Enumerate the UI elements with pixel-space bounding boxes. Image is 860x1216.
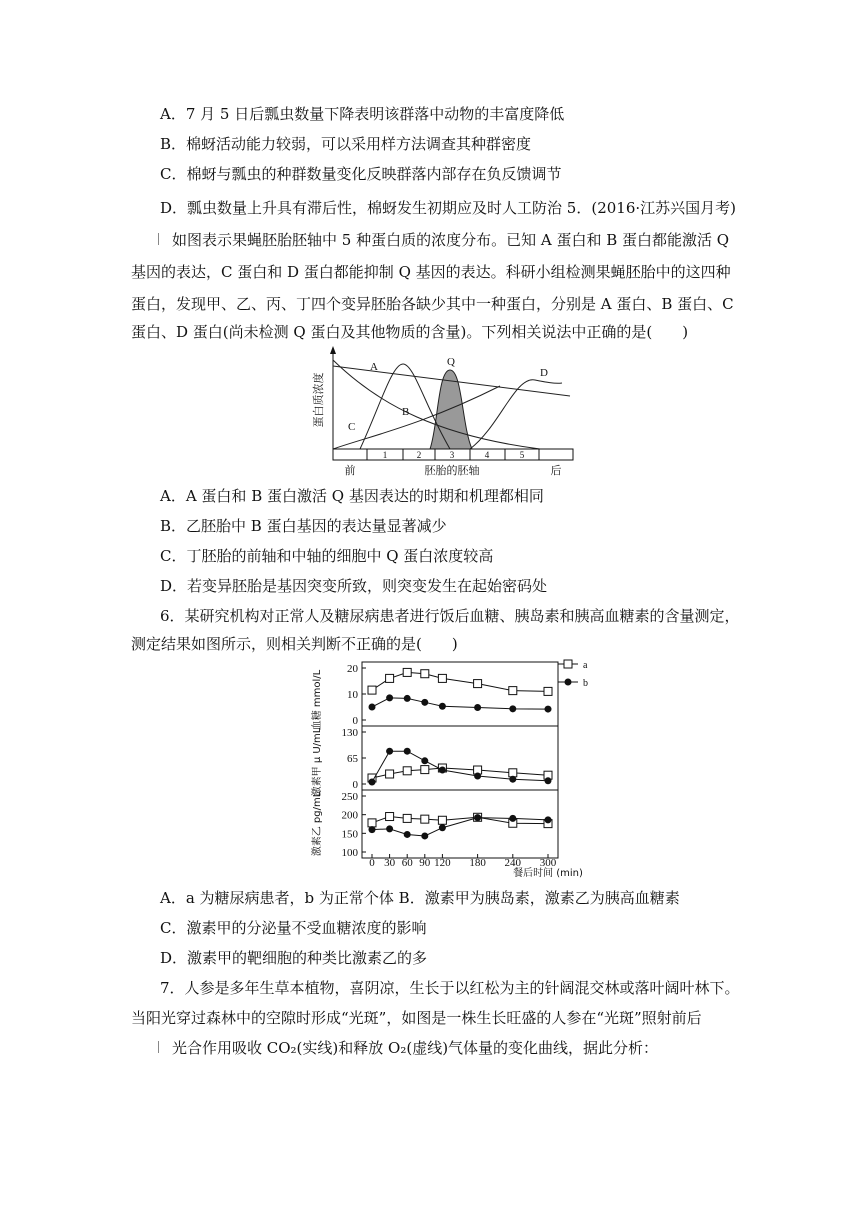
panel-2-point-a (386, 770, 394, 778)
x-tick-4: 4 (484, 450, 490, 460)
margin-mark (158, 1041, 159, 1053)
panel-1-point-b (421, 699, 428, 706)
panel-2-point-b (474, 773, 481, 780)
q6-option-c: C．激素甲的分泌量不受血糖浓度的影响 (160, 919, 427, 937)
label-b: B (402, 406, 410, 418)
y-axis-arrow (330, 346, 336, 354)
x-tick-label: 180 (469, 857, 486, 869)
margin-mark (158, 233, 159, 245)
panel-1-point-a (438, 674, 446, 682)
q6-option-a: A．a 为糖尿病患者，b 为正常个体 B．激素甲为胰岛素，激素乙为胰高血糖素 (160, 889, 680, 907)
x-tick-3: 3 (449, 450, 455, 460)
panel-1-series-b-line (372, 698, 548, 709)
legend-a-marker (564, 660, 572, 668)
panel-3-point-b (509, 815, 516, 822)
panel-3-ytick-label: 200 (341, 809, 358, 822)
x-tick-label: 0 (369, 857, 375, 869)
panel-2-point-a (509, 769, 517, 777)
q6-stem-line-2: 测定结果如图所示，则相关判断不正确的是( ) (131, 635, 458, 653)
label-a: A (370, 361, 378, 373)
q5-stem-line-3: 蛋白，发现甲、乙、丙、丁四个变异胚胎各缺少其中一种蛋白，分别是 A 蛋白、B 蛋白、C (131, 295, 734, 313)
q4-option-b: B．棉蚜活动能力较弱，可以采用样方法调查其种群密度 (160, 135, 532, 153)
panel-1-frame (362, 662, 558, 726)
panel-1-series-a-line (372, 672, 548, 691)
q4-option-a: A．7 月 5 日后瓢虫数量下降表明该群落中动物的丰富度降低 (160, 105, 565, 123)
x-tick-label: 300 (539, 857, 557, 869)
panel-1-point-a (421, 670, 429, 678)
x-tick-2: 2 (416, 450, 422, 460)
panel-2-ytick-label: 65 (347, 753, 358, 765)
panel-1-point-b (509, 705, 516, 712)
panel-3-series-b-line (372, 818, 548, 836)
panel-3-point-b (369, 826, 376, 833)
panel-1-point-b (439, 703, 446, 710)
q7-stem-line-3: 光合作用吸收 CO₂(实线)和释放 O₂(虚线)气体量的变化曲线，据此分析： (172, 1039, 659, 1057)
q7-stem-line-2: 当阳光穿过森林中的空隙时形成“光斑”，如图是一株生长旺盛的人参在“光斑”照射前后 (131, 1009, 702, 1027)
legend (558, 660, 588, 689)
panel-3-point-a (368, 819, 376, 827)
panel-3-point-b (545, 816, 552, 823)
embryo-axis-chart (300, 346, 580, 480)
panel-1-point-b (369, 704, 376, 711)
x-tick-label: 30 (384, 857, 396, 869)
panel-3-frame (362, 790, 558, 858)
panel-3-point-a (403, 814, 411, 822)
x-tick-1: 1 (382, 450, 388, 460)
panel-2-point-b (545, 777, 552, 784)
q5-option-c: C．丁胚胎的前轴和中轴的细胞中 Q 蛋白浓度较高 (160, 547, 494, 565)
panel-3-point-b (386, 825, 393, 832)
label-q: Q (447, 356, 455, 368)
q5-stem-line-2: 基因的表达，C 蛋白和 D 蛋白都能抑制 Q 基因的表达。科研小组检测果蝇胚胎中的这四种 (131, 263, 731, 281)
panel-2-point-b (439, 767, 446, 774)
legend-a-label: a (583, 660, 588, 671)
q5-option-d: D．若变异胚胎是基因突变所致，则突变发生在起始密码处 (160, 577, 548, 595)
panel-3-point-b (474, 814, 481, 821)
x-tick-label: 240 (504, 857, 522, 869)
panel-2-point-b (509, 776, 516, 783)
panel-2-ytick-label: 0 (352, 779, 358, 791)
panel-1-point-a (474, 680, 482, 688)
panel3-ylabel: 激素乙 pg/mL (312, 791, 323, 857)
panel-3-point-a (438, 816, 446, 824)
panel1-ylabel-1: 血糖 mmol/L (312, 669, 323, 731)
x-axis-label: 餐后时间 (min) (513, 868, 583, 879)
panel-2-point-b (369, 779, 376, 786)
panel-2-point-a (421, 766, 429, 774)
panel-1-point-b (474, 704, 481, 711)
panel-3-ytick-label: 100 (341, 847, 358, 859)
q4-option-d: D．瓢虫数量上升具有滞后性，棉蚜发生初期应及时人工防治 5．(2016·江苏兴国月考) (160, 199, 736, 217)
panel-1-point-a (403, 668, 411, 676)
panel-2-ytick-label: 130 (341, 727, 358, 739)
panel2-ylabel: 激素甲 μ U/mL (312, 727, 323, 797)
panel-2-point-b (386, 748, 393, 755)
label-c: C (348, 421, 356, 433)
panel-3-point-b (404, 831, 411, 838)
q5-stem-line-1: 如图表示果蝇胚胎胚轴中 5 种蛋白质的浓度分布。已知 A 蛋白和 B 蛋白都能激活 Q (172, 231, 730, 249)
panel-1-point-b (404, 695, 411, 702)
panel-1-ytick-label: 0 (352, 715, 358, 727)
panel-3-point-a (421, 815, 429, 823)
panel-1-point-b (386, 694, 393, 701)
glucose-hormone-chart (300, 658, 600, 882)
q5-stem-line-4: 蛋白、D 蛋白(尚未检测 Q 蛋白及其他物质的含量)。下列相关说法中正确的是( ) (131, 323, 689, 341)
panel-3-ytick-label: 250 (341, 791, 358, 803)
panel-1-point-a (509, 687, 517, 695)
panel-1-point-a (368, 686, 376, 694)
panel-2-point-a (403, 767, 411, 775)
x-tick-front: 前 (344, 464, 356, 477)
q5-option-b: B．乙胚胎中 B 蛋白基因的表达量显著减少 (160, 517, 447, 535)
panel-1-ytick-label: 20 (347, 663, 358, 675)
legend-b-label: b (583, 678, 588, 689)
panel-1-point-a (544, 687, 552, 695)
x-tick-label: 120 (434, 857, 451, 869)
q6-option-d: D．激素甲的靶细胞的种类比激素乙的多 (160, 949, 428, 967)
panel-3-point-b (421, 832, 428, 839)
q5-option-a: A．A 蛋白和 B 蛋白激活 Q 基因表达的时期和机理都相同 (160, 487, 544, 505)
panel-1-point-a (386, 674, 394, 682)
x-tick-label: 90 (419, 857, 431, 869)
panel-3-point-b (439, 824, 446, 831)
q6-stem-line-1: 6．某研究机构对正常人及糖尿病患者进行饭后血糖、胰岛素和胰高血糖素的含量测定， (160, 607, 740, 625)
panel-2-series-b-line (372, 751, 548, 782)
panel-2-point-b (421, 757, 428, 764)
x-tick-label: 60 (401, 857, 413, 869)
x-tick-back: 后 (550, 464, 562, 477)
q4-option-c: C．棉蚜与瓢虫的种群数量变化反映群落内部存在负反馈调节 (160, 165, 562, 183)
y-axis-label: 蛋白质浓度 (312, 372, 325, 428)
q7-stem-line-1: 7．人参是多年生草本植物，喜阴凉，生长于以红松为主的针阔混交林或落叶阔叶林下。 (160, 979, 740, 997)
x-axis-label: 胚胎的胚轴 (424, 464, 480, 477)
panel-1-ytick-label: 10 (347, 689, 358, 701)
x-tick-5: 5 (519, 450, 525, 460)
curve-c (333, 386, 500, 449)
panel-3-point-a (386, 813, 394, 821)
panel-2-point-b (404, 748, 411, 755)
panel-1-point-b (545, 706, 552, 713)
label-d: D (540, 367, 548, 379)
curve-q (430, 370, 472, 449)
panel-3-ytick-label: 150 (341, 828, 358, 841)
legend-b-marker (565, 679, 572, 686)
